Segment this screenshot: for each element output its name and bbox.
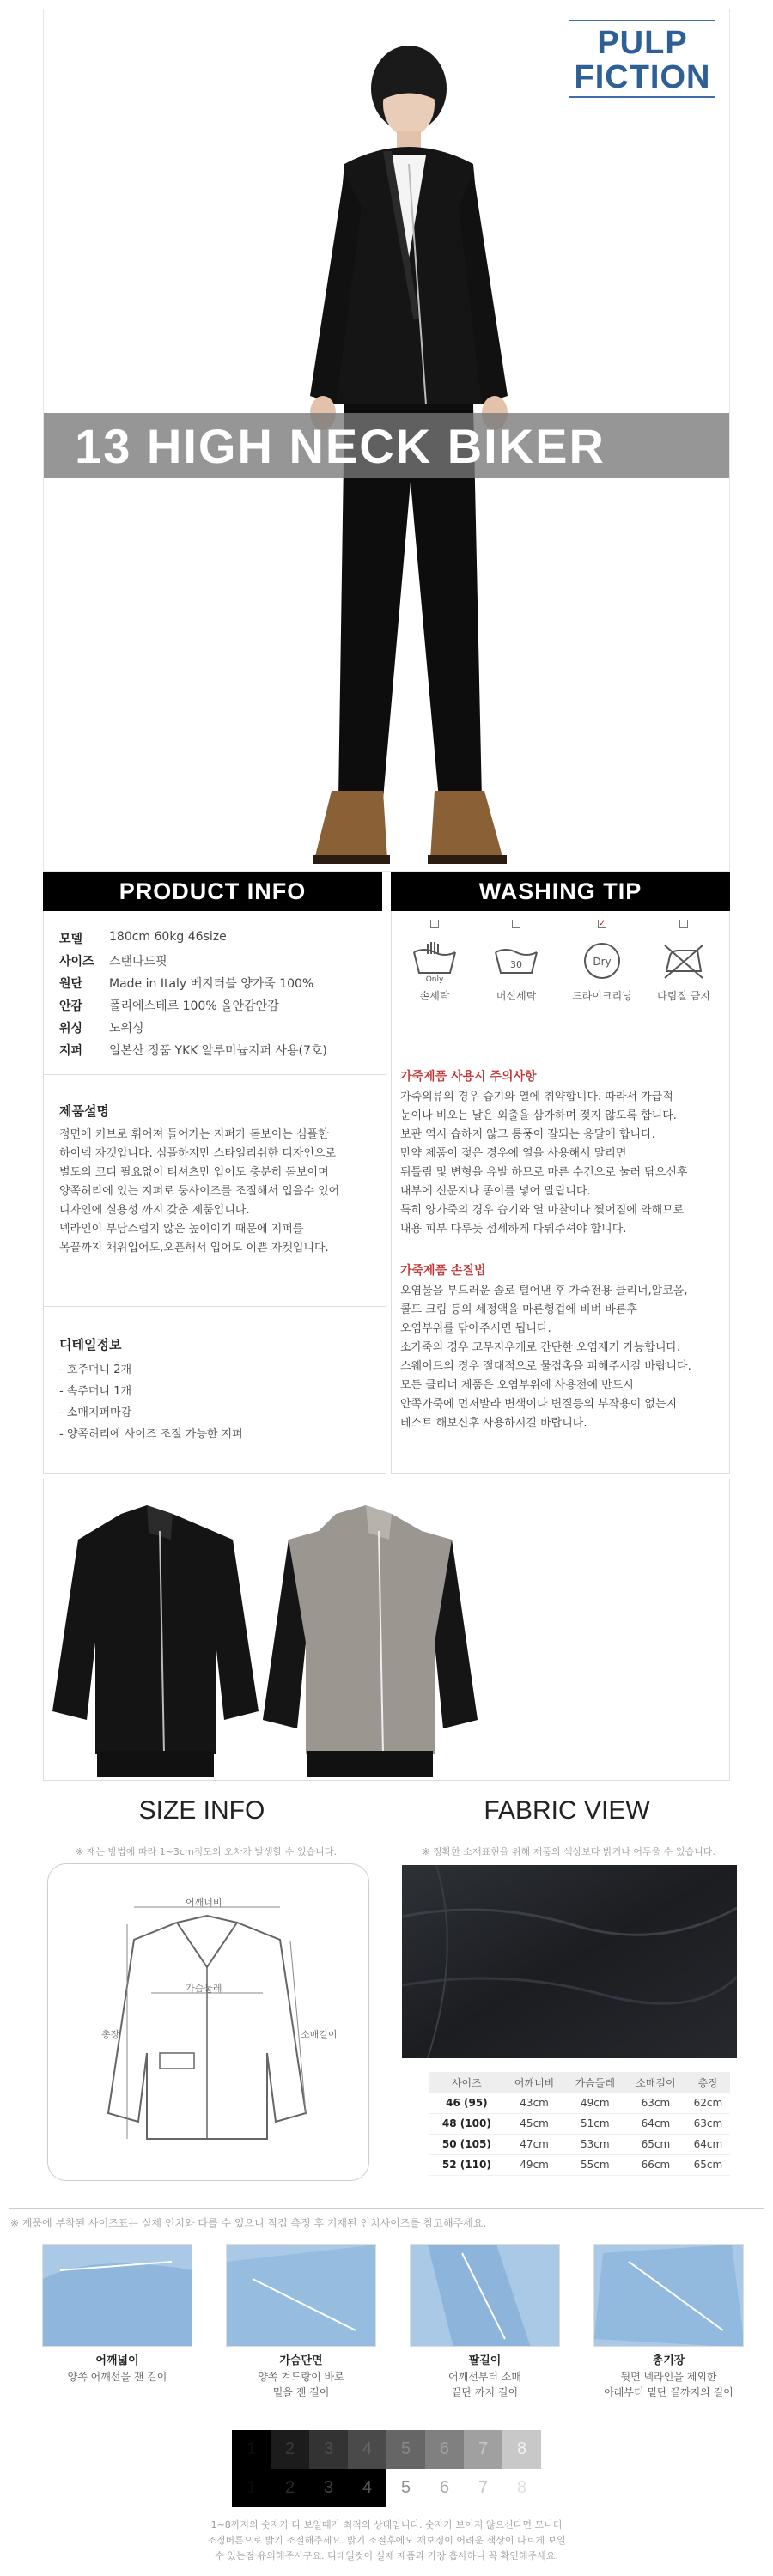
description-line: 목끝까지 채워입어도,오픈해서 입어도 이쁜 자켓입니다. [59, 1242, 329, 1255]
measure-tile-shoulder [42, 2244, 192, 2415]
table-cell: 49cm [564, 2093, 625, 2113]
size-table-col: 가슴둘레 [564, 2072, 625, 2093]
wash-label: 다림질 금지 [657, 990, 710, 1002]
gray-swatch-bottom: 2 [271, 2469, 309, 2507]
no-iron-icon [658, 933, 709, 985]
measure-name: 가슴단면 [279, 2354, 323, 2367]
hero-section [43, 9, 730, 872]
measure-name: 어깨넓이 [95, 2354, 139, 2367]
measure-name: 팔길이 [468, 2354, 502, 2367]
measure-tile-sleeve [410, 2244, 560, 2415]
size-table [429, 2072, 730, 2176]
table-row [429, 2154, 730, 2175]
washing-icons [392, 911, 731, 1023]
description-line: 양쪽허리에 있는 지퍼로 둥사이즈를 조절해서 입을수 있어 [59, 1185, 340, 1198]
measure-desc [226, 2369, 376, 2400]
size-cell: 46 (95) [429, 2093, 504, 2113]
dry-clean-icon [576, 933, 628, 985]
table-cell: 53cm [564, 2134, 625, 2154]
caution-title: 가죽제품 사용시 주의사항 [400, 1070, 537, 1084]
wash-checkbox [679, 920, 688, 928]
gray-swatch-top: 4 [348, 2430, 386, 2469]
brand-line-2: FICTION [574, 59, 711, 95]
caution-text [400, 1088, 722, 1239]
care-text [400, 1282, 722, 1433]
table-cell: 64cm [686, 2134, 730, 2154]
spec-value: 일본산 정품 YKK 알루미늄지퍼 사용(7호) [109, 1044, 327, 1058]
wash-option-dry-clean [568, 920, 636, 1014]
table-cell: 63cm [625, 2093, 686, 2113]
gray-swatch-top: 6 [425, 2430, 464, 2469]
diagram-sleeve-label: 소매길이 [301, 2029, 338, 2040]
wash-label: 손세탁 [419, 990, 450, 1002]
measure-desc [42, 2369, 192, 2385]
gray-swatch-top: 7 [464, 2430, 502, 2469]
caution-line: 특히 양가죽의 경우 습기와 열 마찰이나 찢어짐에 약해므로 [400, 1204, 685, 1217]
size-info-title: SIZE INFO [138, 1796, 265, 1825]
details-item: - 속주머니 1개 [59, 1385, 132, 1398]
description-line: 디자인에 실용성 까지 갖춘 제품입니다. [59, 1204, 250, 1217]
measure-desc-line: 아래부터 밑단 끝까지의 길이 [604, 2386, 733, 2398]
table-cell: 63cm [686, 2113, 730, 2134]
logo-rule-top [569, 20, 715, 21]
product-title-band [44, 413, 730, 478]
section-divider [44, 1074, 386, 1075]
table-row [429, 2134, 730, 2154]
gray-swatch-bottom: 6 [425, 2469, 464, 2507]
fabric-view-title: FABRIC VIEW [484, 1796, 650, 1825]
measure-photo [410, 2244, 560, 2347]
table-cell: 65cm [625, 2134, 686, 2154]
wash-option-machine-wash [482, 920, 551, 1014]
gray-swatch-bottom: 3 [309, 2469, 348, 2507]
size-cell: 52 (110) [429, 2154, 504, 2175]
measure-desc-line: 양쪽 겨드랑이 바로 [258, 2371, 344, 2383]
table-cell: 49cm [504, 2154, 565, 2175]
spec-key: 원단 [59, 977, 83, 991]
jacket-measure-diagram [48, 1864, 368, 2180]
gray-swatch-top: 8 [502, 2430, 541, 2469]
care-line: 오염부위를 닦아주시면 됩니다. [400, 1322, 551, 1335]
product-title: 13 HIGH NECK BIKER [75, 419, 606, 473]
monitor-gray-scale [232, 2430, 541, 2507]
size-table-header [429, 2072, 730, 2093]
description-line: 넥라인이 부담스럽지 않은 높이이기 때문에 지퍼를 [59, 1223, 304, 1236]
fabric-swatch [402, 1865, 737, 2058]
size-diagram [47, 1863, 369, 2181]
measure-desc-line: 끝단 까지 길이 [451, 2386, 519, 2398]
caution-line: 가죽의류의 경우 습기와 열에 취약합니다. 따라서 가급적 [400, 1091, 673, 1103]
caution-line: 만약 제품이 젖은 경우에 열을 사용해서 말리면 [400, 1147, 627, 1160]
details-item: - 호주머니 2개 [59, 1364, 132, 1376]
section-divider [44, 1306, 386, 1307]
monitor-note-line: 조정버튼으로 밝기 조절해주세요. 밝기 조절후에도 재보정이 어려운 색상이 다르게 보일 [207, 2535, 566, 2546]
description-line: 별도의 코디 필요없이 티셔츠만 입어도 충분히 돋보이며 [59, 1166, 329, 1179]
measure-note: ※ 제품에 부착된 사이즈표는 실제 인치와 다를 수 있으니 직접 측정 후 기재된 인치사이즈를 참고해주세요. [10, 2217, 487, 2229]
machine-wash-icon [490, 933, 542, 985]
description-line: 정면에 커브로 휘어져 들어가는 지퍼가 돋보이는 심플한 [59, 1128, 329, 1141]
details-item: - 소매지퍼마감 [59, 1406, 132, 1419]
size-info-note: ※ 재는 방법에 따라 1~3cm정도의 오차가 발생할 수 있습니다. [76, 1846, 337, 1857]
details-list [59, 1359, 377, 1445]
gray-swatch-top: 3 [309, 2430, 348, 2469]
wash-label: 머신세탁 [496, 990, 537, 1002]
product-photos [43, 1479, 730, 1781]
diagram-length-label: 총장 [101, 2029, 120, 2040]
measure-photo [42, 2244, 192, 2347]
svg-text:Only: Only [425, 975, 444, 984]
measure-guide [9, 2233, 764, 2421]
table-cell: 47cm [504, 2134, 565, 2154]
washing-tip-header: WASHING TIP [391, 872, 730, 911]
svg-text:Dry: Dry [593, 956, 612, 968]
measure-desc-line: 어깨선부터 소매 [448, 2371, 521, 2383]
description-text [59, 1126, 377, 1258]
product-info-panel [43, 911, 386, 1474]
jacket-photos [44, 1479, 731, 1782]
size-cell: 48 (100) [429, 2113, 504, 2134]
measure-desc [593, 2369, 744, 2400]
monitor-note-line: 수 있는점 유의해주시구요. 디테일컷이 실제 제품과 가장 흡사하니 꼭 확인해주세요. [215, 2550, 558, 2561]
care-line: 모든 클리너 제품은 오염부위에 사용전에 반드시 [400, 1379, 634, 1392]
table-row [429, 2093, 730, 2113]
product-info-header: PRODUCT INFO [43, 872, 382, 911]
wash-option-no-iron [649, 920, 718, 1014]
size-table-col: 어깨너비 [504, 2072, 565, 2093]
spec-key: 안감 [59, 999, 83, 1013]
care-title: 가죽제품 손질법 [400, 1264, 486, 1278]
gray-swatch-top: 5 [386, 2430, 425, 2469]
spec-key: 사이즈 [59, 955, 94, 969]
diagram-shoulder-label: 어깨너비 [186, 1897, 222, 1908]
care-line: 안쪽가죽에 먼저발라 변색이나 변질등의 부작용이 없는지 [400, 1398, 678, 1411]
spec-value: 폴리에스테르 100% 올안감안감 [109, 999, 279, 1013]
gray-swatch-bottom: 7 [464, 2469, 502, 2507]
table-cell: 64cm [625, 2113, 686, 2134]
hand-wash-icon [409, 933, 460, 985]
monitor-note [172, 2518, 601, 2564]
spec-key: 워싱 [59, 1022, 83, 1036]
gray-swatch-bottom: 4 [348, 2469, 386, 2507]
table-row [429, 2113, 730, 2134]
measure-name: 총기장 [652, 2354, 685, 2367]
measure-photo [593, 2244, 744, 2347]
spec-value: 스탠다드핏 [109, 955, 167, 969]
gray-swatch-bottom: 1 [232, 2469, 271, 2507]
table-cell: 55cm [564, 2154, 625, 2175]
black-jacket-photo [52, 1505, 259, 1777]
spec-value: 180cm 60kg 46size [109, 930, 227, 944]
spec-value: 노워싱 [109, 1022, 144, 1036]
fabric-view-note: ※ 정확한 소재표현을 위해 제품의 색상보다 밝거나 어두울 수 있습니다. [422, 1846, 715, 1857]
brand-line-1: PULP [597, 25, 688, 61]
size-cell: 50 (105) [429, 2134, 504, 2154]
table-cell: 62cm [686, 2093, 730, 2113]
spec-key: 지퍼 [59, 1044, 83, 1058]
measure-desc-line: 뒷면 넥라인을 제외한 [620, 2371, 717, 2383]
caution-line: 내부에 신문지나 종이를 넣어 말립니다. [400, 1185, 591, 1198]
wash-label: 드라이크리닝 [572, 990, 632, 1002]
size-table-col: 소매길이 [625, 2072, 686, 2093]
details-title: 디테일정보 [59, 1337, 122, 1352]
care-line: 콜드 크림 등의 세정액을 마른헝겁에 비벼 바른후 [400, 1303, 637, 1316]
svg-text:30: 30 [510, 959, 522, 970]
monitor-note-line: 1~8까지의 숫자가 다 보일때가 최적의 상태입니다. 숫자가 보이지 않으신다면 모니터 [210, 2519, 563, 2530]
measure-tile-chest [226, 2244, 376, 2415]
table-cell: 51cm [564, 2113, 625, 2134]
table-cell: 45cm [504, 2113, 565, 2134]
table-cell: 65cm [686, 2154, 730, 2175]
logo-rule-bottom [569, 96, 715, 98]
wash-checkbox-checked: ✓ [599, 920, 606, 928]
diagram-chest-label: 가슴둘레 [186, 1983, 222, 1994]
table-cell: 66cm [625, 2154, 686, 2175]
caution-line: 내용 피부 다루듯 섬세하게 다뤄주셔야 합니다. [400, 1223, 627, 1236]
measure-photo [226, 2244, 376, 2347]
washing-tip-panel [391, 911, 730, 1474]
measure-desc-line: 양쪽 어깨선을 잰 길이 [67, 2371, 167, 2383]
measure-desc [410, 2369, 560, 2400]
measure-desc-line: 밑을 잰 길이 [272, 2386, 330, 2398]
spec-value: Made in Italy 베지터블 양가죽 100% [109, 977, 314, 991]
gray-swatch-top: 1 [232, 2430, 271, 2469]
gray-swatch-top: 2 [271, 2430, 309, 2469]
size-table-col: 사이즈 [429, 2072, 504, 2093]
gray-swatch-bottom: 5 [386, 2469, 425, 2507]
wash-option-hand-wash [400, 920, 469, 1014]
section-divider [9, 2208, 764, 2209]
care-line: 스웨이드의 경우 절대적으로 물접촉을 피해주시길 바랍니다. [400, 1360, 691, 1373]
wash-checkbox [430, 920, 439, 928]
details-item: - 양쪽허리에 사이즈 조절 가능한 지퍼 [59, 1428, 243, 1441]
care-line: 오염물을 부드러운 솔로 털어낸 후 가죽전용 클리너,알코올, [400, 1285, 688, 1297]
wash-checkbox [512, 920, 520, 928]
caution-line: 눈이나 비오는 날은 외출을 삼가하며 젖지 않도록 합니다. [400, 1109, 677, 1122]
gray-swatch-bottom: 8 [502, 2469, 541, 2507]
brand-logo [561, 16, 724, 99]
grey-jacket-photo [263, 1505, 478, 1777]
care-line: 테스트 해보신후 사용하시길 바랍니다. [400, 1417, 587, 1430]
caution-line: 뒤틀림 및 변형을 유발 하므로 마른 수건으로 눌러 닦으신후 [400, 1166, 688, 1179]
caution-line: 보관 역시 습하지 않고 통풍이 잘되는 응달에 합니다. [400, 1128, 655, 1141]
care-line: 소가죽의 경우 고무지우개로 간단한 오염제거 가능합니다. [400, 1341, 681, 1354]
description-title: 제품설명 [59, 1103, 109, 1119]
measure-tile-length [593, 2244, 744, 2415]
table-cell: 43cm [504, 2093, 565, 2113]
spec-key: 모델 [59, 933, 83, 946]
size-table-col: 총장 [686, 2072, 730, 2093]
info-headers [43, 872, 730, 911]
description-line: 하이넥 자켓입니다. 심플하지만 스타일리쉬한 디자인으로 [59, 1147, 337, 1160]
